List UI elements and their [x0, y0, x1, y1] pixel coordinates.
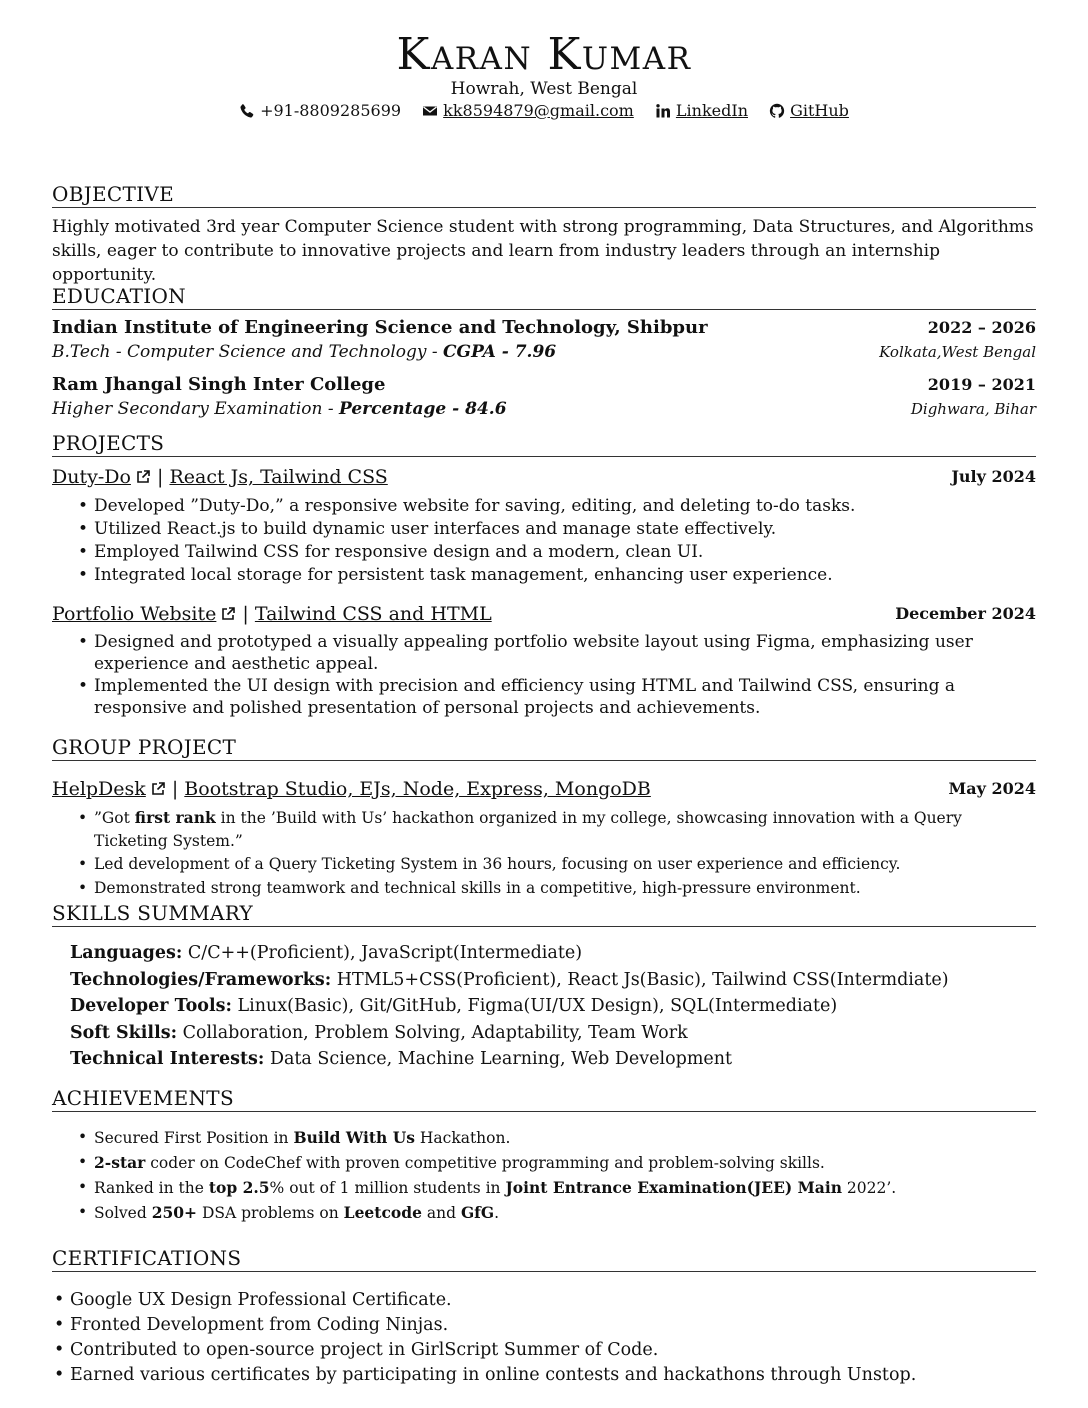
project-bullets — [94, 632, 1036, 720]
education-heading: EDUCATION — [52, 284, 1036, 310]
contact-bar — [52, 101, 1036, 123]
degree: B.Tech - Computer Science and Technology - — [52, 342, 444, 362]
certifications-list — [70, 1288, 1036, 1388]
objective-heading: OBJECTIVE — [52, 182, 1036, 208]
phone-number: +91-8809285699 — [260, 101, 402, 120]
project-date: December 2024 — [895, 604, 1036, 623]
education-detail-1 — [52, 340, 1036, 364]
envelope-icon — [422, 103, 438, 119]
skills-list — [70, 940, 1036, 1073]
external-link-icon[interactable] — [135, 469, 151, 485]
list-item: • Ranked in the top 2.5% out of 1 million students in Joint Entrance Examination(JEE) Main 2022’. — [94, 1176, 1036, 1200]
linkedin-contact[interactable] — [655, 101, 748, 120]
skill-row: Developer Tools: Linux(Basic), Git/GitHub, Figma(UI/UX Design), SQL(Intermediate) — [70, 996, 838, 1016]
education-years: 2022 – 2026 — [927, 318, 1036, 337]
github-contact[interactable] — [769, 101, 849, 120]
phone-icon — [239, 103, 255, 119]
education-place: Dighwara, Bihar — [910, 400, 1036, 418]
list-item: • Implemented the UI design with precision and efficiency using HTML and Tailwind CSS, ensuring a responsive and polished presentation of personal projects and achievements. — [94, 676, 1036, 719]
phone-contact[interactable] — [239, 101, 401, 120]
external-link-icon[interactable] — [220, 606, 236, 622]
education-entry-1 — [52, 316, 1036, 340]
project-title-row — [52, 464, 1036, 490]
certifications-heading: CERTIFICATIONS — [52, 1246, 1036, 1272]
list-item: • Earned various certificates by participating in online contests and hackathons through Unstop. — [70, 1363, 1036, 1387]
project-name-link[interactable]: Portfolio Website — [52, 603, 217, 625]
github-icon — [769, 103, 785, 119]
project-tech: Tailwind CSS and HTML — [254, 603, 492, 625]
projects-heading: PROJECTS — [52, 431, 1036, 457]
resume-page — [52, 0, 1036, 1408]
education-detail-2 — [52, 397, 1036, 421]
email-contact[interactable] — [422, 101, 634, 120]
separator: | — [171, 778, 185, 800]
skill-row: Technical Interests: Data Science, Machine Learning, Web Development — [70, 1049, 733, 1069]
education-entry-2 — [52, 373, 1036, 397]
list-item: • Employed Tailwind CSS for responsive design and a modern, clean UI. — [94, 541, 1036, 563]
percentage: Percentage - 84.6 — [339, 399, 507, 419]
achievements-list — [94, 1126, 1036, 1226]
candidate-name: Karan Kumar — [396, 29, 692, 80]
separator: | — [242, 603, 255, 625]
candidate-location: Howrah, West Bengal — [450, 79, 638, 99]
achievements-heading: ACHIEVEMENTS — [52, 1086, 1036, 1112]
list-item: • Solved 250+ DSA problems on Leetcode and GfG. — [94, 1201, 1036, 1225]
list-item: • Integrated local storage for persistent task management, enhancing user experience. — [94, 564, 1036, 586]
list-item: • Utilized React.js to build dynamic user interfaces and manage state effectively. — [94, 518, 1036, 540]
github-link[interactable]: GitHub — [790, 101, 849, 120]
group-project-bullets — [94, 807, 1036, 900]
list-item: • Developed ”Duty-Do,” a responsive website for saving, editing, and deleting to-do tasks. — [94, 495, 1036, 517]
project-name-link[interactable]: HelpDesk — [52, 778, 146, 800]
skill-row: Languages: C/C++(Proficient), JavaScript(Intermediate) — [70, 943, 583, 963]
external-link-icon[interactable] — [150, 781, 166, 797]
list-item: • Secured First Position in Build With Us Hackathon. — [94, 1126, 1036, 1150]
project-date: July 2024 — [951, 467, 1036, 486]
degree: Higher Secondary Examination - — [52, 399, 340, 419]
project-date: May 2024 — [948, 779, 1036, 798]
list-item: • ”Got first rank in the ’Build with Us’ hackathon organized in my college, showcasing innovation with a Query Ticketing System.” — [94, 807, 1036, 852]
list-item: • Google UX Design Professional Certificate. — [70, 1288, 1036, 1312]
cgpa: CGPA - 7.96 — [443, 342, 557, 362]
project-tech: Bootstrap Studio, EJs, Node, Express, MongoDB — [184, 778, 651, 800]
group-project-title-row — [52, 776, 1036, 802]
project-bullets — [94, 495, 1036, 587]
education-place: Kolkata,West Bengal — [879, 343, 1036, 361]
project-title-row — [52, 601, 1036, 627]
skills-heading: SKILLS SUMMARY — [52, 901, 1036, 927]
list-item: • Contributed to open-source project in GirlScript Summer of Code. — [70, 1338, 1036, 1362]
linkedin-link[interactable]: LinkedIn — [675, 101, 748, 120]
list-item: • 2-star coder on CodeChef with proven competitive programming and problem-solving skills. — [94, 1151, 1036, 1175]
project-tech: React Js, Tailwind CSS — [169, 466, 388, 488]
list-item: • Demonstrated strong teamwork and technical skills in a competitive, high-pressure environment. — [94, 877, 1036, 900]
institution-name: Ram Jhangal Singh Inter College — [52, 374, 386, 395]
education-years: 2019 – 2021 — [927, 375, 1036, 394]
linkedin-icon — [655, 103, 671, 119]
project-name-link[interactable]: Duty-Do — [52, 466, 131, 488]
group-project-heading: GROUP PROJECT — [52, 735, 1036, 761]
list-item: • Designed and prototyped a visually appealing portfolio website layout using Figma, emphasizing user experience and aesthetic appeal. — [94, 632, 1036, 675]
email-link[interactable]: kk8594879@gmail.com — [443, 101, 634, 120]
institution-name: Indian Institute of Engineering Science and Technology, Shibpur — [52, 317, 708, 338]
separator: | — [156, 466, 170, 488]
skill-row: Soft Skills: Collaboration, Problem Solving, Adaptability, Team Work — [70, 1022, 688, 1043]
list-item: • Fronted Development from Coding Ninjas. — [70, 1313, 1036, 1337]
skill-row: Technologies/Frameworks: HTML5+CSS(Proficient), React Js(Basic), Tailwind CSS(Intermdiate) — [70, 969, 949, 990]
list-item: • Led development of a Query Ticketing System in 36 hours, focusing on user experience and efficiency. — [94, 853, 1036, 876]
objective-text: Highly motivated 3rd year Computer Science student with strong programming, Data Structures, and Algorithms skills, eager to contribute to innovative projects and learn from industry leaders through an internship opportunity. — [52, 217, 1034, 285]
